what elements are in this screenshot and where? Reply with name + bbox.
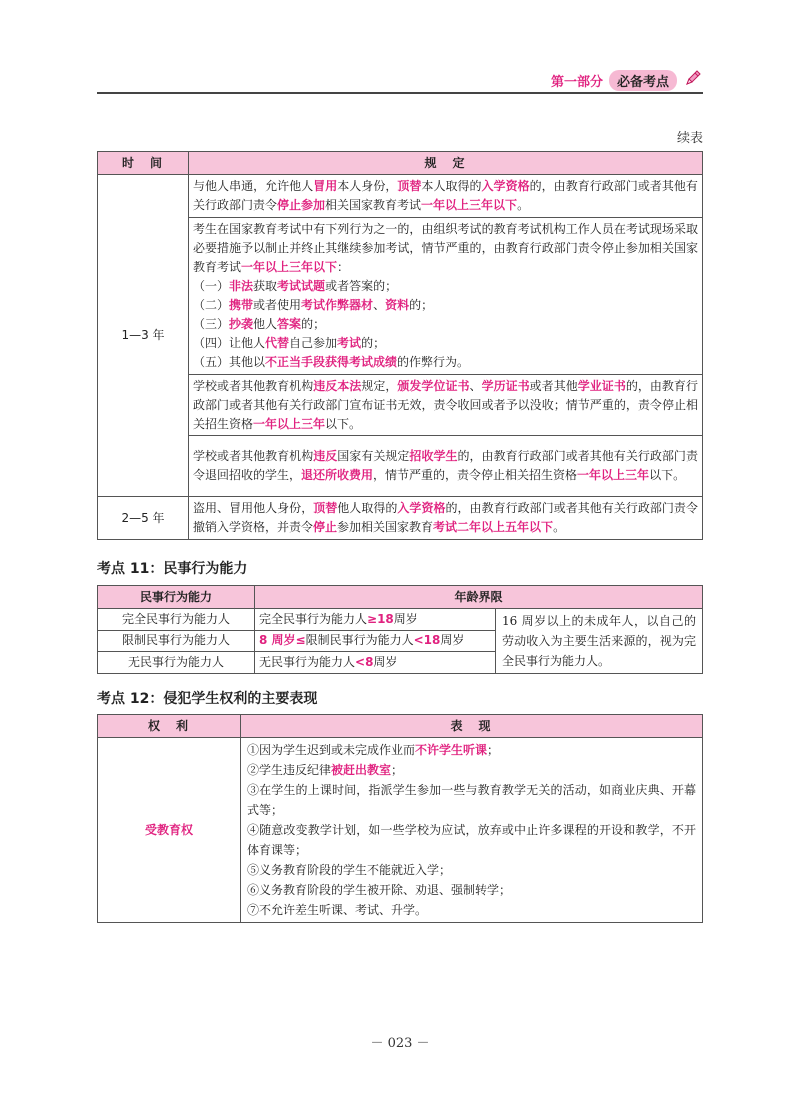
manifestation-list [241,738,703,923]
list-item: ⑤义务教育阶段的学生不能就近入学； [247,863,452,877]
page-number: － 023 － [370,1036,430,1051]
header-badge: 必备考点 [609,70,677,91]
time-cell: 1—3 年 [98,175,189,497]
header-age: 年龄界限 [255,586,703,609]
header-capacity: 民事行为能力 [98,586,255,609]
capacity-cell: 完全民事行为能力人 [98,609,255,631]
continued-label: 续表 [676,131,703,146]
age-cell: 8 周岁≤限制民事行为能力人<18周岁 [255,630,496,652]
age-note: 16 周岁以上的未成年人，以自己的劳动收入为主要生活来源的，视为完全民事行为能力人。 [496,609,703,674]
header-part-label: 第一部分 [550,74,603,90]
list-item: ⑦不允许差生听课、考试、升学。 [247,903,428,917]
rule-cell: 与他人串通，允许他人冒用本人身份，顶替本人取得的入学资格的，由教育行政部门或者其他有关行政部门责令停止参加相关国家教育考试一年以上三年以下。 [189,175,703,218]
right-cell: 受教育权 [98,738,241,923]
section-11-title: 考点 11：民事行为能力 [97,561,248,577]
civil-capacity-table [97,585,703,674]
header-right [551,68,703,92]
page-header [97,62,703,94]
header-time: 时 间 [98,152,189,175]
age-cell: 完全民事行为能力人≥18周岁 [255,609,496,631]
capacity-cell: 限制民事行为能力人 [98,630,255,652]
list-item: ②学生违反纪律被赶出教室； [247,763,404,777]
header-manifestation: 表 现 [241,715,703,738]
table-header-row [98,715,703,738]
section-12-title: 考点 12：侵犯学生权利的主要表现 [97,691,318,707]
table-row [98,375,703,436]
rule-cell: 盗用、冒用他人身份，顶替他人取得的入学资格的，由教育行政部门或者其他有关行政部门责令撤销入学资格，并责令停止参加相关国家教育考试二年以上五年以下。 [189,497,703,540]
regulation-table [97,151,703,540]
table-row [98,497,703,540]
rule-cell: 学校或者其他教育机构违反国家有关规定招收学生的，由教育行政部门或者其他有关行政部门责令退回招收的学生，退还所收费用，情节严重的，责令停止相关招生资格一年以上三年以下。 [189,436,703,497]
header-right: 权 利 [98,715,241,738]
rule-cell: 考生在国家教育考试中有下列行为之一的，由组织考试的教育考试机构工作人员在考试现场采取必要措施予以制止并终止其继续参加考试，情节严重的，由教育行政部门责令停止参加相关国家教育考试一年以上三年以下： （一）非法获取考试试题或者答案的； （二）携带或者使用考试作弊器材、资料的； （三）抄袭他人答案的； （四）让他人代替自己参加考试的； （五）其他以不正当手段获得考试成绩的作弊行为。 [189,218,703,375]
rule-cell: 学校或者其他教育机构违反本法规定，颁发学位证书、学历证书或者其他学业证书的，由教育行政部门或者其他有关行政部门宣布证书无效，责令收回或者予以没收；情节严重的，责令停止相关招生资格一年以上三年以下。 [189,375,703,436]
list-item: ①因为学生迟到或未完成作业而不许学生听课； [247,743,500,757]
table-row [98,738,703,923]
student-rights-table [97,714,703,923]
table-header-row [98,586,703,609]
time-cell: 2—5 年 [98,497,189,540]
table-row [98,609,703,631]
table-row [98,175,703,218]
pencil-icon [683,68,703,92]
capacity-cell: 无民事行为能力人 [98,652,255,674]
list-item: ⑥义务教育阶段的学生被开除、劝退、强制转学； [247,883,512,897]
table-row [98,218,703,375]
header-rule: 规 定 [189,152,703,175]
list-item: ④随意改变教学计划，如一些学校为应试，放弃或中止许多课程的开设和教学，不开体育课等； [247,823,696,857]
age-cell: 无民事行为能力人<8周岁 [255,652,496,674]
list-item: ③在学生的上课时间，指派学生参加一些与教育教学无关的活动，如商业庆典、开幕式等； [247,783,696,817]
table-header-row [98,152,703,175]
table-row [98,436,703,497]
